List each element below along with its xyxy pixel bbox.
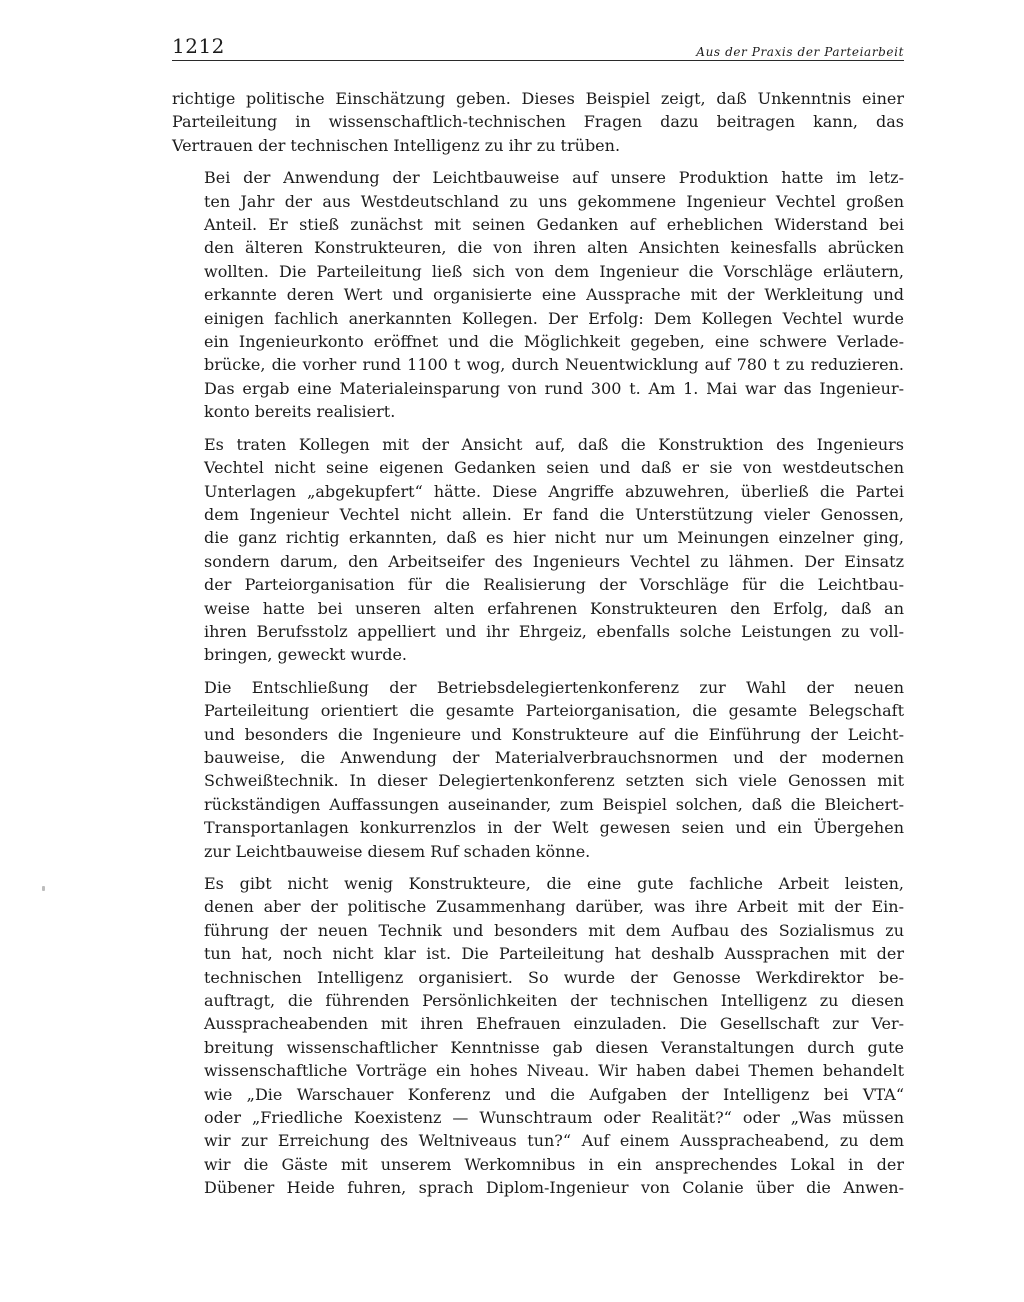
text-line: Parteileitung orientiert die gesamte Parteiorganisation, die gesamte Belegschaft [204,701,904,721]
text-line: einigen fachlich anerkannten Kollegen. Der Erfolg: Dem Kollegen Vechtel wurde [204,308,904,328]
text-line: technischen Intelligenz organisiert. So wurde der Genosse Werkdirektor be- [204,967,904,987]
text-line: Bei der Anwendung der Leichtbauweise auf unsere Produktion hatte im letz- [204,168,904,188]
text-line: Die Entschließung der Betriebsdelegiertenkonferenz zur Wahl der neuen [204,677,904,697]
text-line: ten Jahr der aus Westdeutschland zu uns gekommene Ingenieur Vechtel großen [204,191,904,211]
text-line: bauweise, die Anwendung der Materialverbrauchsnormen und der modernen [204,747,904,767]
scan-speck [42,886,45,891]
text-line: den älteren Konstrukteuren, die von ihren alten Ansichten keinesfalls abrücken [204,238,904,258]
text-line: führung der neuen Technik und besonders mit dem Aufbau des Sozialismus zu [204,920,904,940]
text-line: bringen, geweckt wurde. [204,645,407,665]
text-line: oder „Friedliche Koexistenz — Wunschtraum oder Realität?“ oder „Was müssen [204,1108,904,1128]
text-line: und besonders die Ingenieure und Konstrukteure auf die Einführung der Leicht- [204,724,904,744]
text-line: Vertrauen der technischen Intelligenz zu ihr zu trüben. [172,135,621,155]
text-line: Transportanlagen konkurrenzlos in der Welt gewesen seien und ein Übergehen [204,818,904,838]
paragraph [172,87,904,157]
text-line: wie „Die Warschauer Konferenz und die Aufgaben der Intelligenz bei VTA“ [204,1084,904,1104]
text-line: Ausspracheabenden mit ihren Ehefrauen einzuladen. Die Gesellschaft zur Ver- [204,1014,904,1034]
text-line: Anteil. Er stieß zunächst mit seinen Gedanken auf erheblichen Widerstand bei [204,215,904,235]
page-number: 1212 [172,34,225,58]
text-line: Parteileitung in wissenschaftlich-technischen Fragen dazu beitragen kann, das [172,112,904,132]
text-line: Es traten Kollegen mit der Ansicht auf, daß die Konstruktion des Ingenieurs [204,434,904,454]
text-line: die ganz richtig erkannten, daß es hier nicht nur um Meinungen einzelner ging, [204,528,904,548]
running-head [172,30,904,61]
text-line: ein Ingenieurkonto eröffnet und die Möglichkeit gegeben, eine schwere Verlade- [204,332,904,352]
text-line: weise hatte bei unseren alten erfahrenen Konstrukteuren den Erfolg, daß an [204,598,904,618]
text-line: erkannte deren Wert und organisierte eine Aussprache mit der Werkleitung und [204,285,904,305]
text-line: Es gibt nicht wenig Konstrukteure, die eine gute fachliche Arbeit leisten, [204,874,904,893]
text-line: Vechtel nicht seine eigenen Gedanken seien und daß er sie von westdeutschen [204,458,904,478]
paragraph [172,166,904,423]
text-line: dem Ingenieur Vechtel nicht allein. Er fand die Unterstützung vieler Genossen, [204,504,904,524]
text-line: wollten. Die Parteileitung ließ sich von dem Ingenieur die Vorschläge erläutern, [204,261,904,281]
text-line: Das ergab eine Materialeinsparung von rund 300 t. Am 1. Mai war das Ingenieur- [204,378,904,398]
text-line: auftragt, die führenden Persönlichkeiten der technischen Intelligenz zu diesen [204,991,904,1011]
running-title: Aus der Praxis der Parteiarbeit [696,45,904,59]
text-line: sondern darum, den Arbeitseifer des Ingenieurs Vechtel zu lähmen. Der Einsatz [204,551,904,571]
text-line: zur Leichtbauweise diesem Ruf schaden könne. [204,841,591,861]
paragraph [172,676,904,863]
page [172,30,904,1209]
text-line: der Parteiorganisation für die Realisierung der Vorschläge für die Leichtbau- [204,575,904,595]
text-line: tun hat, noch nicht klar ist. Die Parteileitung hat deshalb Aussprachen mit der [204,944,904,964]
body-text [172,87,904,1200]
text-line: wissenschaftliche Vorträge ein hohes Niveau. Wir haben dabei Themen behandelt [204,1061,904,1081]
text-line: rückständigen Auffassungen auseinander, zum Beispiel solchen, daß die Bleichert- [204,794,904,814]
text-line: konto bereits realisiert. [204,402,396,422]
text-line: richtige politische Einschätzung geben. Dieses Beispiel zeigt, daß Unkenntnis einer [172,89,904,108]
text-line: brücke, die vorher rund 1100 t wog, durch Neuentwicklung auf 780 t zu reduzieren. [204,355,904,375]
text-line: breitung wissenschaftlicher Kenntnisse gab diesen Veranstaltungen durch gute [204,1037,904,1057]
text-line: wir die Gäste mit unserem Werkomnibus in ein ansprechendes Lokal in der [204,1154,904,1174]
text-line: Schweißtechnik. In dieser Delegiertenkonferenz setzten sich viele Genossen mit [204,771,904,791]
text-line: denen aber der politische Zusammenhang darüber, was ihre Arbeit mit der Ein- [204,897,904,917]
text-line: ihren Berufsstolz appelliert und ihr Ehrgeiz, ebenfalls solche Leistungen zu voll- [204,621,904,641]
text-line: Unterlagen „abgekupfert“ hätte. Diese Angriffe abzuwehren, überließ die Partei [204,481,904,501]
text-line: wir zur Erreichung des Weltniveaus tun?“ Auf einem Ausspracheabend, zu dem [204,1131,904,1151]
text-line: Dübener Heide fuhren, sprach Diplom-Ingenieur von Colanie über die Anwen- [204,1178,904,1198]
paragraph [172,872,904,1200]
paragraph [172,433,904,667]
